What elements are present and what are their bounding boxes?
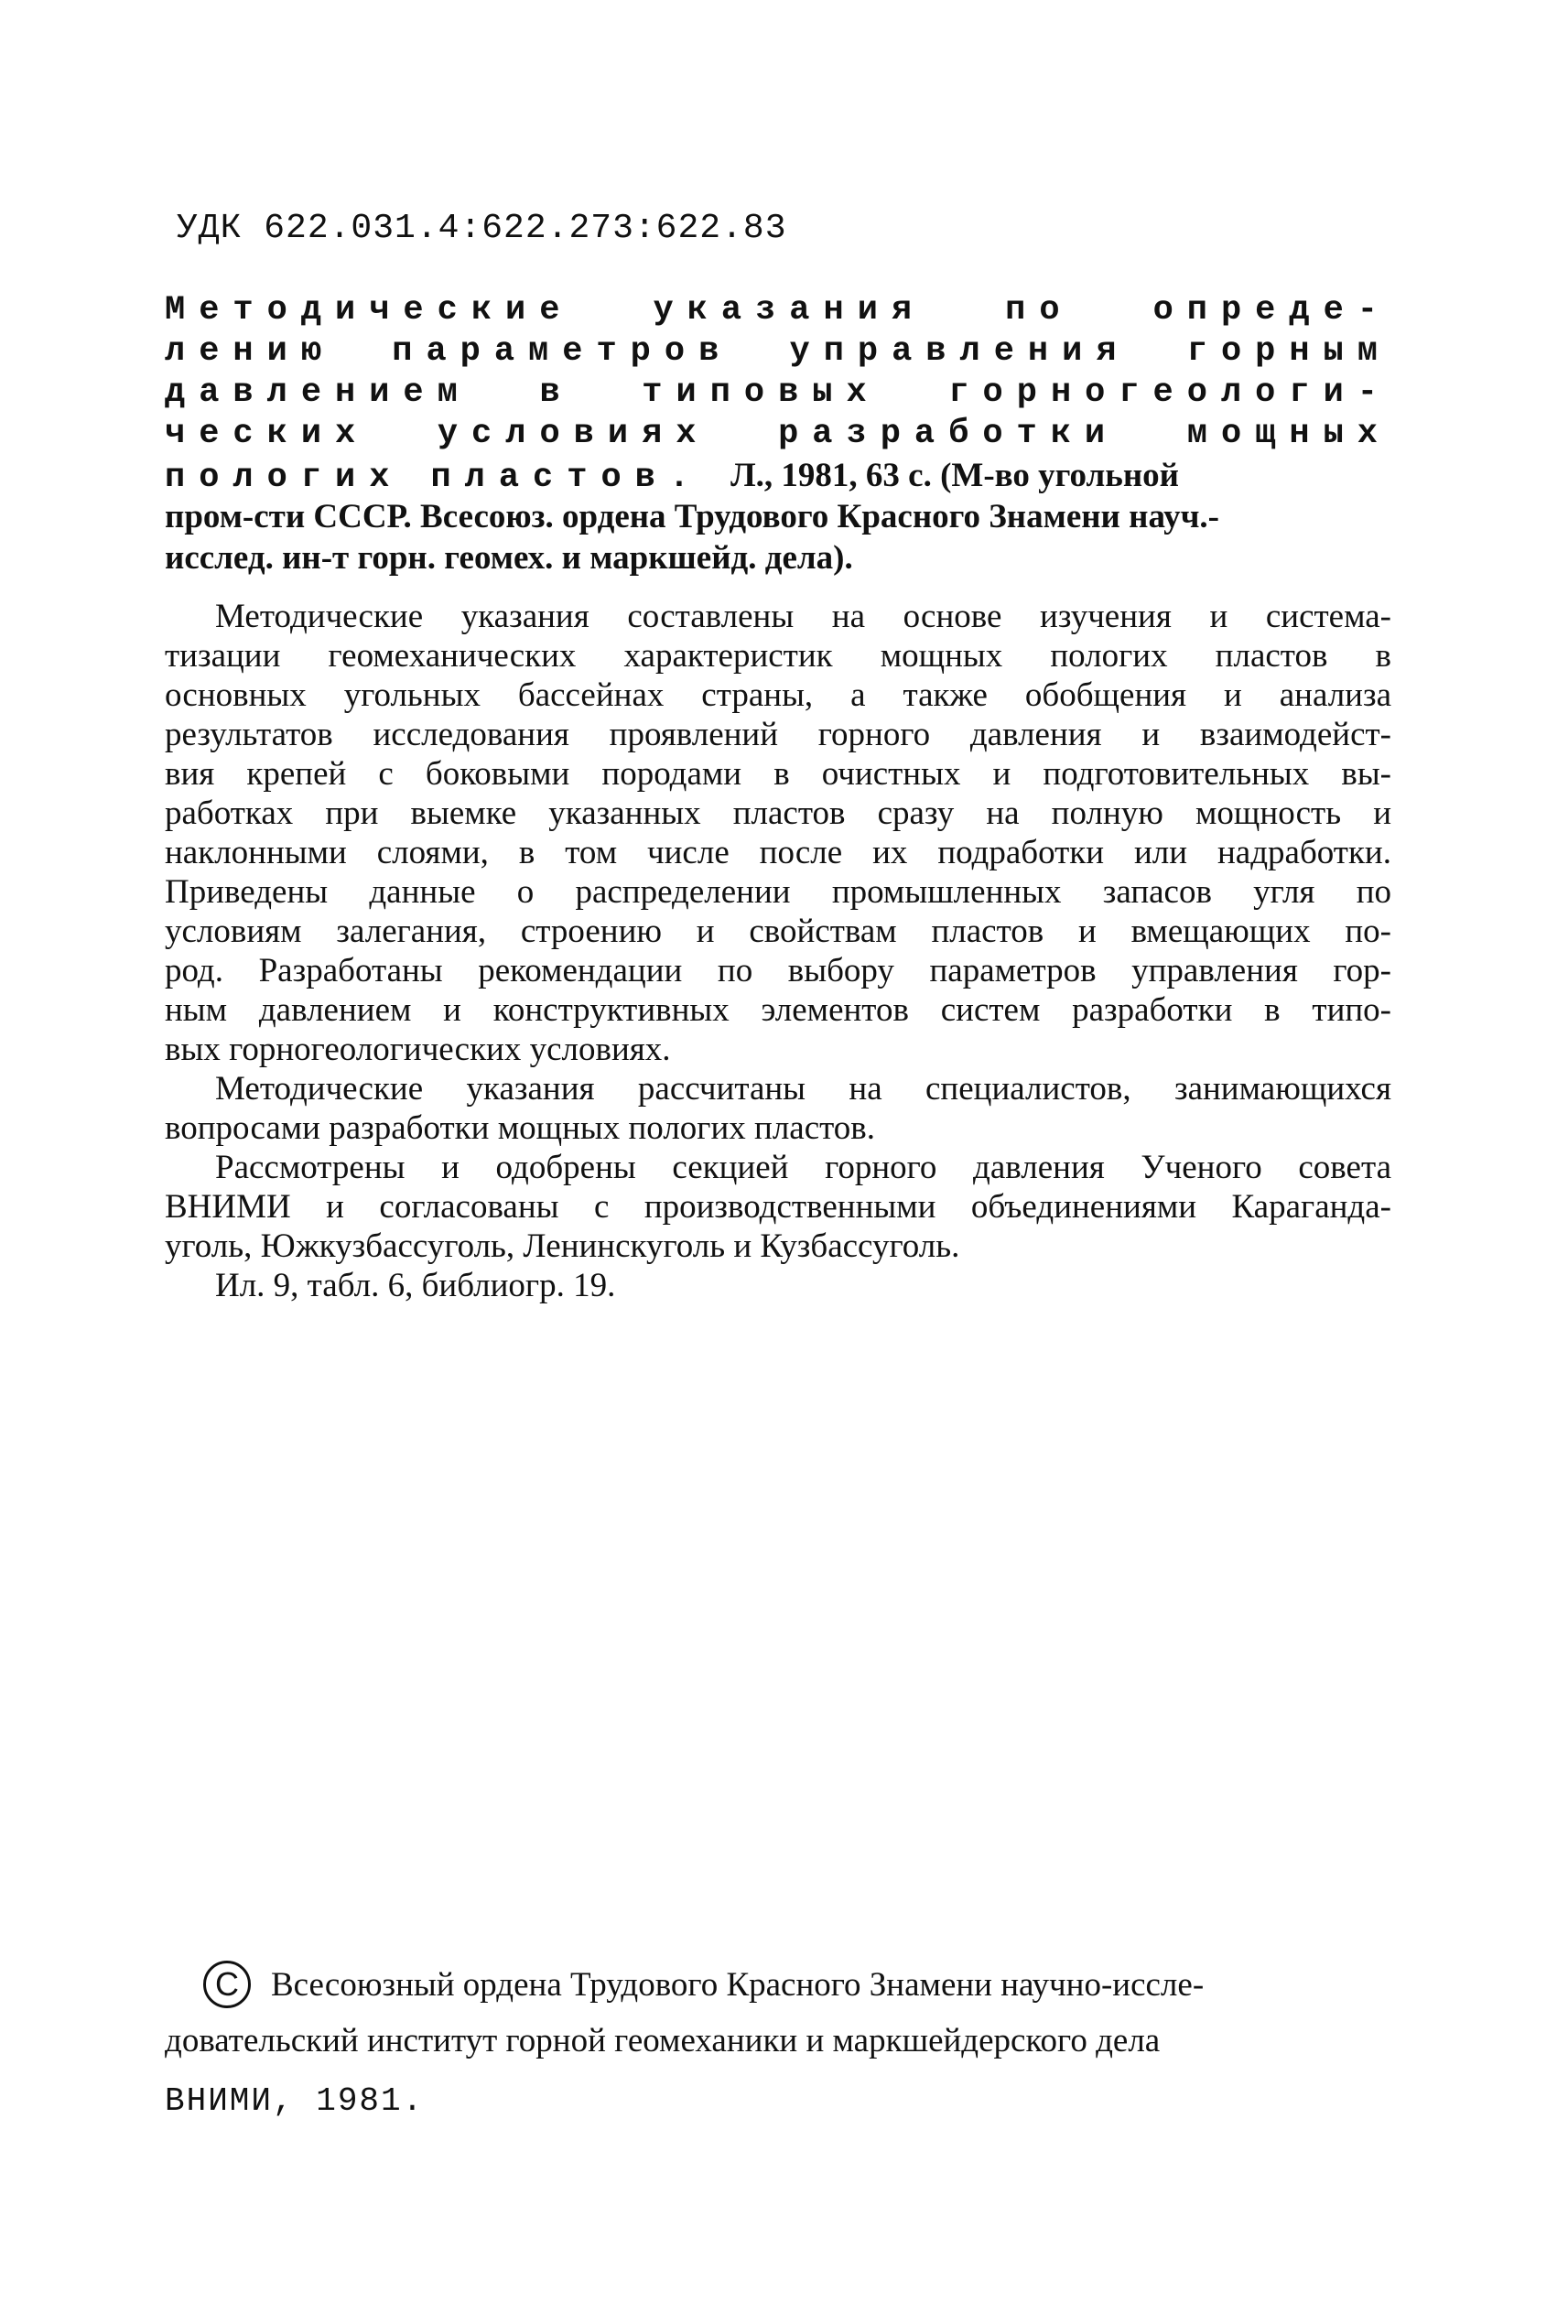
title-word: типовых [642,373,881,412]
title-word: мощных [1186,415,1391,453]
title-word: разработки [778,415,1119,453]
title-line-7: исслед. ин-т горн. геомех. и маркшейд. дела). [165,539,853,577]
title-word: условиях [437,415,710,453]
title-line-4 [165,415,1391,456]
abstract-line: вых горногеологических условиях. [165,1031,671,1068]
bibliographic-title [165,291,1391,579]
copyright-line-1 [165,1959,1410,2010]
title-word: горным [1186,332,1391,371]
abstract-line: уголь, Южкузбассуголь, Ленинскуголь и Кузбассуголь. [165,1227,960,1265]
title-word: параметров [392,332,733,371]
abstract-line: ным давлением и конструктивных элементов систем разработки в типо- [165,991,1391,1029]
title-line-3 [165,373,1391,415]
title-line-2 [165,332,1391,373]
title-word: пластов. [430,459,704,497]
abstract-line: результатов исследования проявлений горного давления и взаимодейст- [165,716,1391,753]
title-line-5 [165,456,1391,497]
title-word: ческих [165,415,370,453]
title-word: давлением [165,373,471,412]
title-word: управления [789,332,1130,371]
abstract-line: Приведены данные о распределении промышленных запасов угля по [165,873,1391,911]
title-line-1 [165,291,1391,332]
abstract-line: вия крепей с боковыми породами в очистных и подготовительных вы- [165,755,1391,793]
abstract-line: ВНИМИ и согласованы с производственными объединениями Караганда- [165,1188,1391,1226]
title-word: горногеологи- [948,373,1391,412]
title-word: пологих [165,459,404,497]
abstract-line: Ил. 9, табл. 6, библиогр. 19. [215,1267,616,1304]
copyright-icon: C [203,1961,251,2008]
abstract-line: тизации геомеханических характеристик мощных пологих пластов в [165,637,1391,675]
publication-info: Л., 1981, 63 с. (М-во угольной [730,457,1179,494]
copyright-notice [165,1959,1410,2129]
abstract-line: Методические указания составлены на основе изучения и система- [215,598,1391,635]
copyright-text: Всесоюзный ордена Трудового Красного Знамени научно-иссле- [271,1965,1205,2004]
abstract-line: основных угольных бассейнах страны, а также обобщения и анализа [165,676,1391,714]
abstract-text [165,597,1391,1305]
copyright-line-2: довательский институт горной геомеханики и маркшейдерского дела [165,2022,1161,2059]
title-word: лению [165,332,336,371]
title-word: по [1005,291,1074,330]
title-word: опреде- [1152,291,1391,330]
abstract-line: работках при выемке указанных пластов сразу на полную мощность и [165,794,1391,832]
title-line-6: пром-сти СССР. Всесоюз. ордена Трудового Красного Знамени науч.- [165,498,1220,535]
copyright-line-3: ВНИМИ, 1981. [165,2082,425,2120]
title-word: указания [653,291,926,330]
udc-code: УДК 622.031.4:622.273:622.83 [177,209,787,248]
title-word: в [539,373,574,412]
abstract-line: Методические указания рассчитаны на специалистов, занимающихся [215,1070,1391,1108]
abstract-line: наклонными слоями, в том числе после их подработки или надработки. [165,834,1391,871]
abstract-line: условиям залегания, строению и свойствам пластов и вмещающих по- [165,913,1391,950]
abstract-line: вопросами разработки мощных пологих пластов. [165,1109,876,1147]
abstract-line: Рассмотрены и одобрены секцией горного давления Ученого совета [215,1149,1391,1186]
title-word: Методические [165,291,574,330]
abstract-line: род. Разработаны рекомендации по выбору параметров управления гор- [165,952,1391,989]
